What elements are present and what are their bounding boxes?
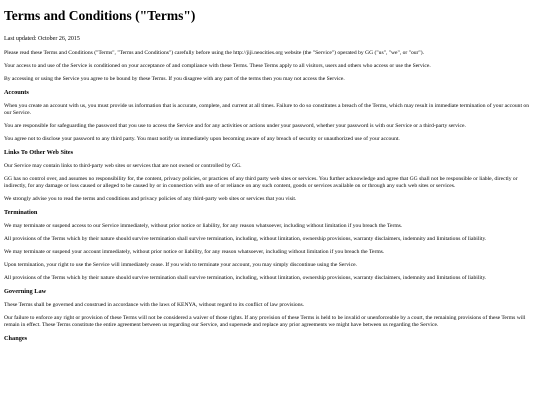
section-changes	[4, 335, 534, 343]
page-title: Terms and Conditions ("Terms")	[4, 8, 196, 23]
section-heading-accounts: Accounts	[4, 89, 29, 96]
governing-law-paragraph-2: Our failure to enforce any right or provision of these Terms will not be considered a waiver of those rights. If any provision of these Terms is held to be invalid or unenforceable by a court, the remaining provisions of these Terms will remain in effect. These Terms constitute the entire agreement between us regarding our Service, and supersede and replace any prior agreements we might have between us regarding the Service.	[4, 315, 526, 328]
termination-paragraph-5: All provisions of the Terms which by their nature should survive termination shall survive termination, including, without limitation, ownership provisions, warranty disclaimers, indemnity and limitations of liability.	[4, 275, 487, 281]
section-heading-changes: Changes	[4, 335, 28, 342]
intro-paragraph-1: Please read these Terms and Conditions ("Terms", "Terms and Conditions") carefully before using the http://jiji.neocities.org website (the "Service") operated by GG ("us", "we", or "our").	[4, 50, 424, 56]
links-paragraph-1: Our Service may contain links to third-party web sites or services that are not owned or controlled by GG.	[4, 163, 242, 169]
intro-paragraph-3: By accessing or using the Service you agree to be bound by these Terms. If you disagree with any part of the terms then you may not access the Service.	[4, 76, 345, 82]
termination-paragraph-4: Upon termination, your right to use the Service will immediately cease. If you wish to terminate your account, you may simply discontinue using the Service.	[4, 262, 357, 268]
section-heading-termination: Termination	[4, 209, 38, 216]
links-paragraph-3: We strongly advise you to read the terms and conditions and privacy policies of any third-party web sites or services that you visit.	[4, 196, 297, 202]
accounts-paragraph-3: You agree not to disclose your password to any third party. You must notify us immediately upon becoming aware of any breach of security or unauthorized use of your account.	[4, 136, 400, 142]
section-heading-links: Links To Other Web Sites	[4, 149, 74, 156]
accounts-paragraph-2: You are responsible for safeguarding the password that you use to access the Service and for any activities or actions under your password, whether your password is with our Service or a third-party service.	[4, 123, 466, 129]
last-updated-date: Last updated: October 26, 2015	[4, 36, 80, 42]
section-heading-governing-law: Governing Law	[4, 288, 47, 295]
section-termination	[4, 209, 534, 282]
section-governing-law	[4, 288, 534, 329]
accounts-paragraph-1: When you create an account with us, you must provide us information that is accurate, complete, and current at all times. Failure to do so constitutes a breach of the Terms, which may result in immediate termination of your account on our Service.	[4, 103, 530, 116]
termination-paragraph-1: We may terminate or suspend access to our Service immediately, without prior notice or liability, for any reason whatsoever, including without limitation if you breach the Terms.	[4, 223, 403, 229]
section-accounts	[4, 89, 534, 143]
intro-paragraph-2: Your access to and use of the Service is conditioned on your acceptance of and compliance with these Terms. These Terms apply to all visitors, users and others who access or use the Service.	[4, 63, 431, 69]
governing-law-paragraph-1: These Terms shall be governed and construed in accordance with the laws of KENYA, without regard to its conflict of law provisions.	[4, 302, 305, 308]
termination-paragraph-2: All provisions of the Terms which by their nature should survive termination shall survive termination, including, without limitation, ownership provisions, warranty disclaimers, indemnity and limitations of liability.	[4, 236, 487, 242]
section-links	[4, 149, 534, 203]
termination-paragraph-3: We may terminate or suspend your account immediately, without prior notice or liability, for any reason whatsoever, including without limitation if you breach the Terms.	[4, 249, 385, 255]
links-paragraph-2: GG has no control over, and assumes no responsibility for, the content, privacy policies, or practices of any third party web sites or services. You further acknowledge and agree that GG shall not be responsible or liable, directly or indirectly, for any damage or loss caused or alleged to be caused by or in connection with use of or reliance on any such content, goods or services available on or through any such web sites or services.	[4, 176, 518, 189]
